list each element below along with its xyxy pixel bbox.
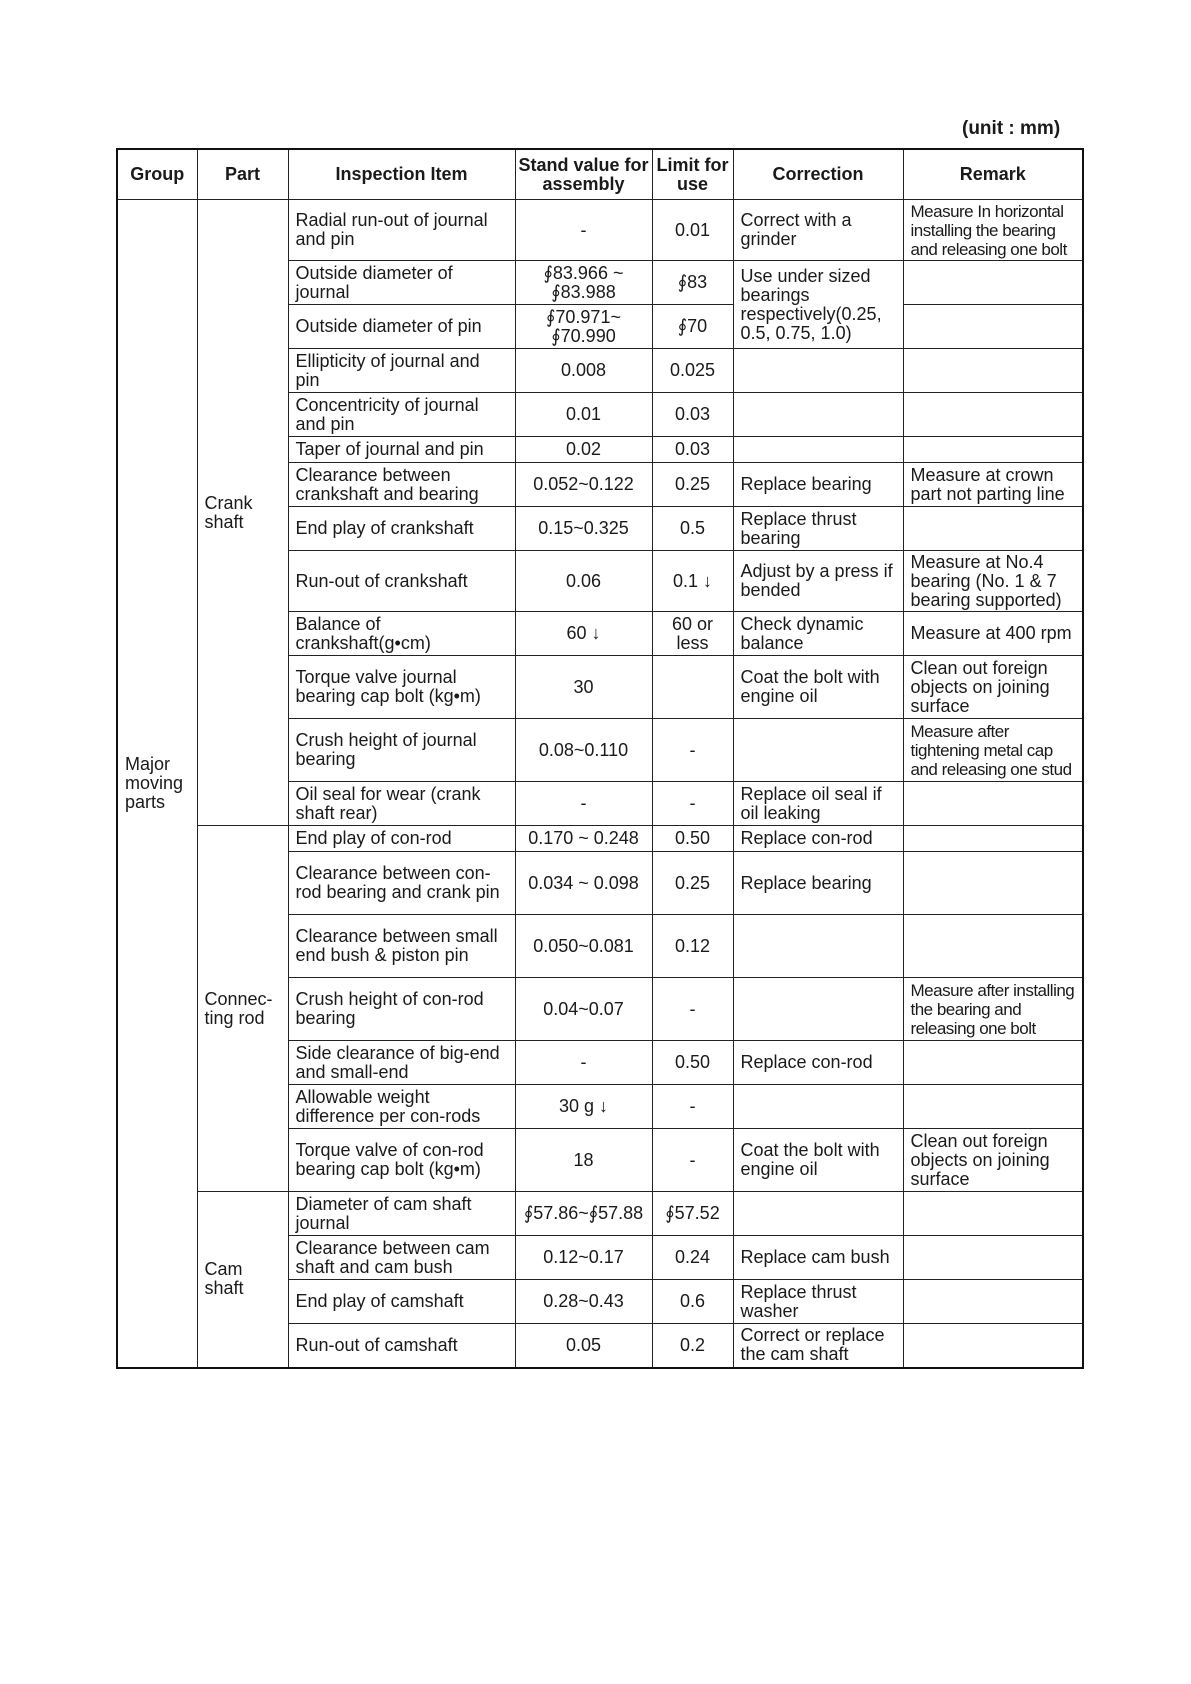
- remark-cell: [903, 826, 1083, 852]
- stand-cell: 0.15~0.325: [515, 507, 652, 551]
- item-cell: Clearance between con-rod bearing and crank pin: [288, 852, 515, 915]
- remark-cell: [903, 1041, 1083, 1085]
- correction-cell: [733, 915, 903, 978]
- remark-cell: [903, 1192, 1083, 1236]
- table-row: [117, 826, 1083, 852]
- limit-cell: 0.50: [652, 1041, 733, 1085]
- item-cell: Side clearance of big-end and small-end: [288, 1041, 515, 1085]
- stand-cell: 0.02: [515, 437, 652, 463]
- item-cell: Clearance between small end bush & piston pin: [288, 915, 515, 978]
- item-cell: Crush height of con-rod bearing: [288, 978, 515, 1041]
- correction-cell: [733, 1192, 903, 1236]
- remark-cell: [903, 437, 1083, 463]
- item-cell: Crush height of journal bearing: [288, 719, 515, 782]
- stand-cell: 30 g ↓: [515, 1085, 652, 1129]
- correction-cell: [733, 719, 903, 782]
- item-cell: Clearance between crankshaft and bearing: [288, 463, 515, 507]
- limit-cell: 0.12: [652, 915, 733, 978]
- stand-cell: 30: [515, 656, 652, 719]
- correction-cell: [733, 349, 903, 393]
- correction-cell: Replace con-rod: [733, 826, 903, 852]
- part-cam-shaft: Cam shaft: [197, 1192, 288, 1368]
- item-cell: End play of camshaft: [288, 1280, 515, 1324]
- stand-cell: ∮70.971~ ∮70.990: [515, 305, 652, 349]
- header-group: Group: [117, 149, 197, 200]
- item-cell: Concentricity of journal and pin: [288, 393, 515, 437]
- correction-cell: [733, 978, 903, 1041]
- limit-cell: 0.2: [652, 1324, 733, 1368]
- stand-cell: 60 ↓: [515, 612, 652, 656]
- item-cell: Run-out of crankshaft: [288, 551, 515, 612]
- remark-cell: [903, 782, 1083, 826]
- stand-cell: 0.08~0.110: [515, 719, 652, 782]
- correction-cell: Use under sized bearings respectively(0.25, 0.5, 0.75, 1.0): [733, 261, 903, 349]
- correction-cell: Adjust by a press if bended: [733, 551, 903, 612]
- stand-cell: 0.04~0.07: [515, 978, 652, 1041]
- remark-cell: Measure after tightening metal cap and releasing one stud: [903, 719, 1083, 782]
- stand-cell: 0.170 ~ 0.248: [515, 826, 652, 852]
- limit-cell: ∮57.52: [652, 1192, 733, 1236]
- limit-cell: ∮83: [652, 261, 733, 305]
- item-cell: Outside diameter of pin: [288, 305, 515, 349]
- stand-cell: 18: [515, 1129, 652, 1192]
- header-correction: Correction: [733, 149, 903, 200]
- item-cell: Outside diameter of journal: [288, 261, 515, 305]
- item-cell: Clearance between cam shaft and cam bush: [288, 1236, 515, 1280]
- limit-cell: 0.03: [652, 437, 733, 463]
- stand-cell: 0.050~0.081: [515, 915, 652, 978]
- limit-cell: -: [652, 1085, 733, 1129]
- remark-cell: [903, 1324, 1083, 1368]
- correction-cell: Correct or replace the cam shaft: [733, 1324, 903, 1368]
- correction-cell: [733, 437, 903, 463]
- remark-cell: Measure at 400 rpm: [903, 612, 1083, 656]
- stand-cell: ∮57.86~∮57.88: [515, 1192, 652, 1236]
- limit-cell: 0.50: [652, 826, 733, 852]
- correction-cell: [733, 1085, 903, 1129]
- item-cell: Radial run-out of journal and pin: [288, 200, 515, 261]
- header-item: Inspection Item: [288, 149, 515, 200]
- remark-cell: [903, 305, 1083, 349]
- stand-cell: 0.12~0.17: [515, 1236, 652, 1280]
- item-cell: Run-out of camshaft: [288, 1324, 515, 1368]
- limit-cell: -: [652, 1129, 733, 1192]
- remark-cell: [903, 349, 1083, 393]
- limit-cell: -: [652, 978, 733, 1041]
- remark-cell: [903, 1236, 1083, 1280]
- correction-cell: Replace thrust washer: [733, 1280, 903, 1324]
- item-cell: End play of crankshaft: [288, 507, 515, 551]
- remark-cell: Measure at No.4 bearing (No. 1 & 7 bearing supported): [903, 551, 1083, 612]
- limit-cell: 0.25: [652, 852, 733, 915]
- item-cell: End play of con-rod: [288, 826, 515, 852]
- limit-cell: 0.01: [652, 200, 733, 261]
- part-crank-shaft: Crank shaft: [197, 200, 288, 826]
- header-part: Part: [197, 149, 288, 200]
- item-cell: Diameter of cam shaft journal: [288, 1192, 515, 1236]
- limit-cell: 0.03: [652, 393, 733, 437]
- stand-cell: 0.052~0.122: [515, 463, 652, 507]
- stand-cell: -: [515, 200, 652, 261]
- remark-cell: [903, 915, 1083, 978]
- remark-cell: Measure at crown part not parting line: [903, 463, 1083, 507]
- correction-cell: Correct with a grinder: [733, 200, 903, 261]
- limit-cell: 0.24: [652, 1236, 733, 1280]
- stand-cell: 0.008: [515, 349, 652, 393]
- stand-cell: 0.28~0.43: [515, 1280, 652, 1324]
- limit-cell: 0.1 ↓: [652, 551, 733, 612]
- limit-cell: 0.6: [652, 1280, 733, 1324]
- item-cell: Allowable weight difference per con-rods: [288, 1085, 515, 1129]
- correction-cell: [733, 393, 903, 437]
- limit-cell: -: [652, 782, 733, 826]
- remark-cell: Measure after installing the bearing and releasing one bolt: [903, 978, 1083, 1041]
- stand-cell: -: [515, 1041, 652, 1085]
- limit-cell: [652, 656, 733, 719]
- correction-cell: Replace bearing: [733, 463, 903, 507]
- limit-cell: ∮70: [652, 305, 733, 349]
- correction-cell: Replace bearing: [733, 852, 903, 915]
- remark-cell: [903, 1085, 1083, 1129]
- correction-cell: Replace cam bush: [733, 1236, 903, 1280]
- table-row: [117, 200, 1083, 261]
- limit-cell: 60 or less: [652, 612, 733, 656]
- stand-cell: 0.034 ~ 0.098: [515, 852, 652, 915]
- limit-cell: 0.5: [652, 507, 733, 551]
- header-stand: Stand value for assembly: [515, 149, 652, 200]
- remark-cell: [903, 393, 1083, 437]
- item-cell: Torque valve journal bearing cap bolt (kg•m): [288, 656, 515, 719]
- item-cell: Ellipticity of journal and pin: [288, 349, 515, 393]
- part-connecting-rod: Connec- ting rod: [197, 826, 288, 1192]
- header-row: [117, 149, 1083, 200]
- header-limit: Limit for use: [652, 149, 733, 200]
- limit-cell: -: [652, 719, 733, 782]
- correction-cell: Coat the bolt with engine oil: [733, 1129, 903, 1192]
- header-remark: Remark: [903, 149, 1083, 200]
- limit-cell: 0.25: [652, 463, 733, 507]
- correction-cell: Check dynamic balance: [733, 612, 903, 656]
- stand-cell: ∮83.966 ~ ∮83.988: [515, 261, 652, 305]
- stand-cell: -: [515, 782, 652, 826]
- stand-cell: 0.06: [515, 551, 652, 612]
- stand-cell: 0.05: [515, 1324, 652, 1368]
- remark-cell: [903, 852, 1083, 915]
- item-cell: Oil seal for wear (crank shaft rear): [288, 782, 515, 826]
- remark-cell: Clean out foreign objects on joining surface: [903, 1129, 1083, 1192]
- correction-cell: Coat the bolt with engine oil: [733, 656, 903, 719]
- correction-cell: Replace oil seal if oil leaking: [733, 782, 903, 826]
- remark-cell: Measure In horizontal installing the bearing and releasing one bolt: [903, 200, 1083, 261]
- limit-cell: 0.025: [652, 349, 733, 393]
- remark-cell: [903, 261, 1083, 305]
- item-cell: Balance of crankshaft(g•cm): [288, 612, 515, 656]
- item-cell: Taper of journal and pin: [288, 437, 515, 463]
- remark-cell: [903, 1280, 1083, 1324]
- correction-cell: Replace thrust bearing: [733, 507, 903, 551]
- table-row: [117, 1192, 1083, 1236]
- group-cell: Major moving parts: [117, 200, 197, 1368]
- stand-cell: 0.01: [515, 393, 652, 437]
- inspection-table: [116, 148, 1084, 1369]
- remark-cell: Clean out foreign objects on joining surface: [903, 656, 1083, 719]
- correction-cell: Replace con-rod: [733, 1041, 903, 1085]
- item-cell: Torque valve of con-rod bearing cap bolt (kg•m): [288, 1129, 515, 1192]
- unit-note: (unit : mm): [962, 118, 1061, 139]
- remark-cell: [903, 507, 1083, 551]
